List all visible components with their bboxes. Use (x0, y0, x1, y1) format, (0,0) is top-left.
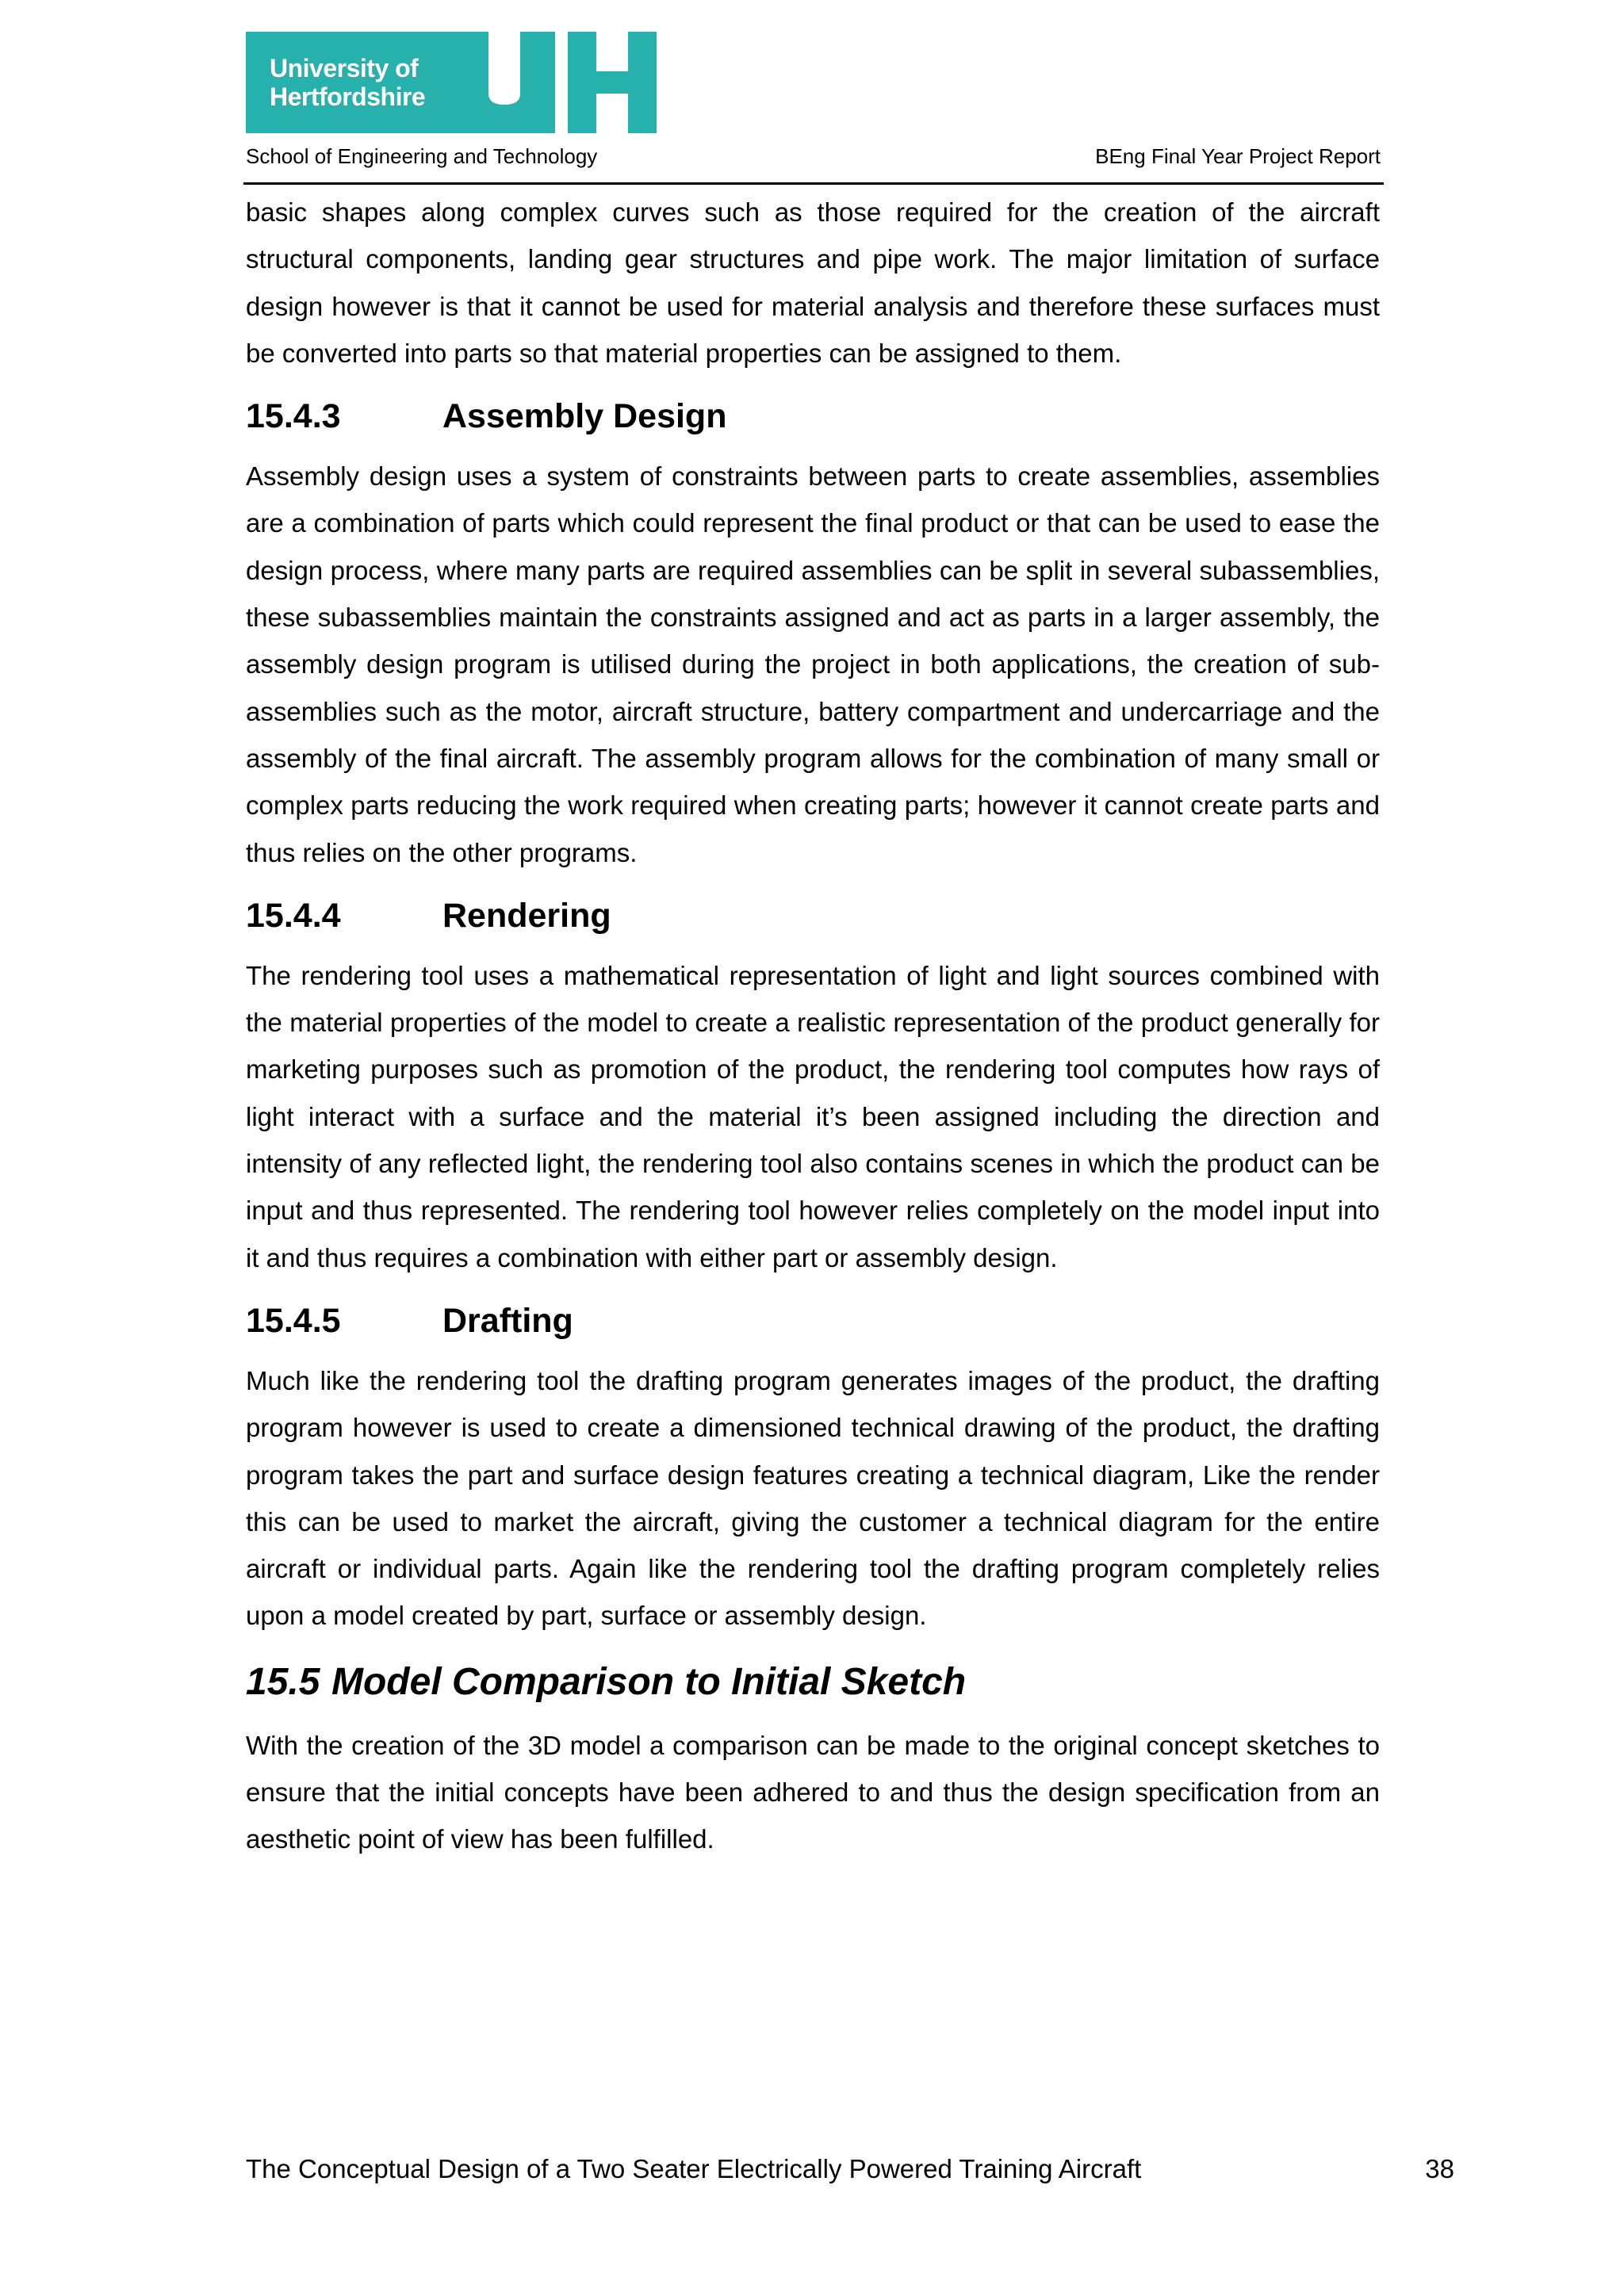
section-number: 15.4.3 (246, 397, 341, 436)
section-title: Model Comparison to Initial Sketch (331, 1660, 967, 1703)
section-title: Rendering (442, 896, 611, 935)
intro-paragraph: basic shapes along complex curves such as those required for the creation of the aircraft structural components, landing gear structures and pipe work. The major limitation of surface design however is that it cannot be used for material analysis and therefore these surfaces must be converted into parts so that material properties can be assigned to them. (246, 197, 1380, 368)
logo-line-1: University of (270, 54, 419, 82)
section-heading-rendering (246, 892, 1380, 939)
header-divider (243, 182, 1384, 185)
logo-wordmark-box (246, 32, 454, 133)
section-paragraph-assembly-design: Assembly design uses a system of constraints between parts to create assemblies, assemblies are a combination of parts which could represent the final product or that can be used to ease the design process, where many parts are required assemblies can be split in several subassemblies, these subassemblies maintain the constraints assigned and act as parts in a larger assembly, the assembly design program is utilised during the project in both applications, the creation of sub-assemblies such as the motor, aircraft structure, battery compartment and undercarriage and the assembly of the final aircraft. The assembly program allows for the combination of many small or complex parts reducing the work required when creating parts; however it cannot create parts and thus relies on the other programs. (246, 461, 1380, 867)
logo-u-mark-icon (454, 32, 555, 133)
section-paragraph-model-comparison: With the creation of the 3D model a comparison can be made to the original concept sketches to ensure that the initial concepts have been adhered to and thus the design specification from an aesthetic point of view has been fulfilled. (246, 1730, 1380, 1854)
page-content (246, 189, 1380, 1863)
section-title: Assembly Design (442, 397, 727, 436)
section-number: 15.5 (246, 1660, 320, 1703)
logo-wordmark (270, 54, 425, 111)
section-paragraph-rendering: The rendering tool uses a mathematical representation of light and light sources combined with the material properties of the model to create a realistic representation of the product generally for marketing purposes such as promotion of the product, the rendering tool computes how rays of light interact with a surface and the material it’s been assigned including the direction and intensity of any reflected light, the rendering tool also contains scenes in which the product can be input and thus represented. The rendering tool however relies completely on the model input into it and thus requires a combination with either part or assembly design. (246, 960, 1380, 1272)
footer-document-title: The Conceptual Design of a Two Seater Electrically Powered Training Aircraft (246, 2154, 1142, 2183)
footer-page-number: 38 (1425, 2154, 1454, 2183)
section-number: 15.4.5 (246, 1301, 341, 1340)
section-number: 15.4.4 (246, 896, 341, 935)
header-school: School of Engineering and Technology (246, 144, 598, 168)
header-report-type: BEng Final Year Project Report (1095, 144, 1381, 168)
section-heading-assembly-design (246, 392, 1380, 440)
section-heading-model-comparison (246, 1657, 1380, 1708)
logo-h-mark-icon (568, 32, 657, 133)
university-logo (246, 32, 657, 133)
section-paragraph-drafting: Much like the rendering tool the drafting program generates images of the product, the drafting program however is used to create a dimensioned technical drawing of the product, the drafting program takes the part and surface design features creating a technical diagram, Like the render this can be used to market the aircraft, giving the customer a technical diagram for the entire aircraft or individual parts. Again like the rendering tool the drafting program completely relies upon a model created by part, surface or assembly design. (246, 1365, 1380, 1631)
section-heading-drafting (246, 1297, 1380, 1345)
section-title: Drafting (442, 1301, 573, 1340)
logo-line-2: Hertfordshire (270, 82, 426, 111)
